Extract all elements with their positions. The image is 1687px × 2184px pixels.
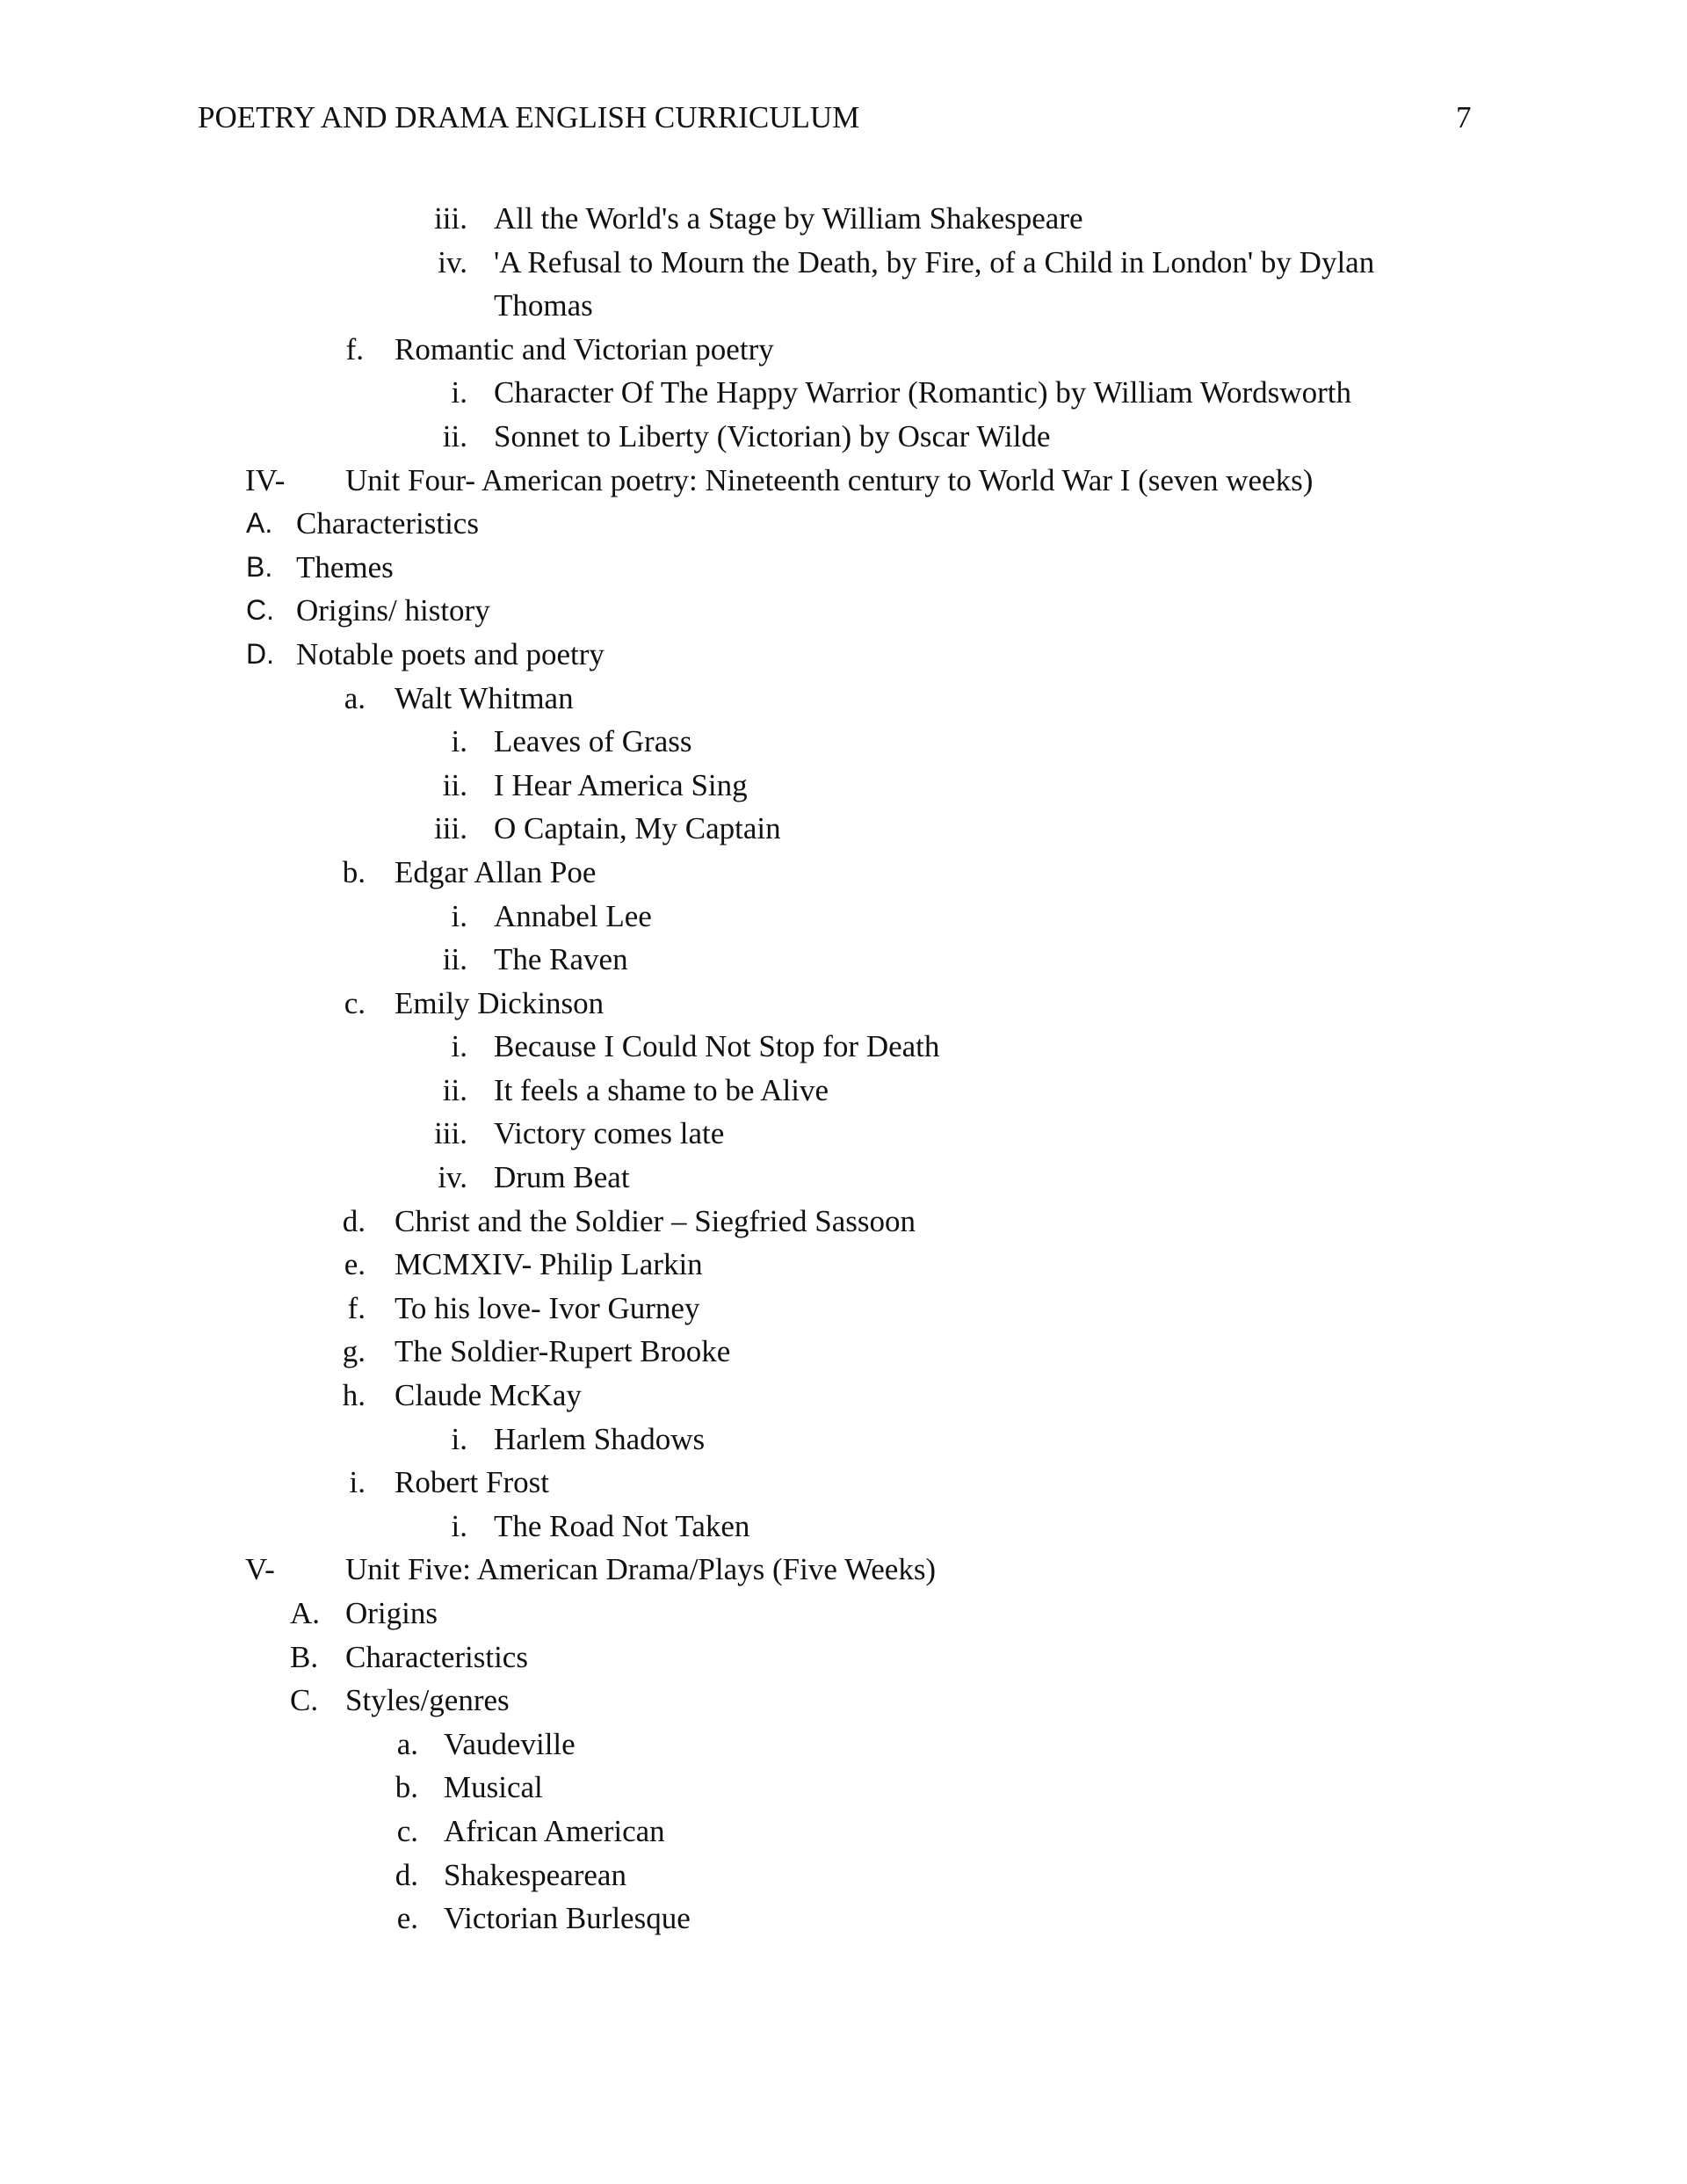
item-text: Thomas [494, 288, 593, 323]
item-marker: c. [344, 985, 366, 1020]
outline-item-level2 [0, 1810, 1687, 1854]
item-text: African American [444, 1813, 665, 1848]
item-text: The Soldier-Rupert Brooke [395, 1334, 731, 1369]
item-text: Shakespearean [444, 1857, 626, 1892]
unit-marker: V- [245, 1552, 275, 1587]
outline-item-level3 [0, 197, 1687, 241]
item-marker: i. [451, 898, 467, 933]
outline-item-level2 [0, 1243, 1687, 1287]
item-text: To his love- Ivor Gurney [395, 1290, 700, 1325]
item-text: Drum Beat [494, 1160, 630, 1195]
item-marker: d. [342, 1203, 366, 1238]
outline-item-level2 [0, 328, 1687, 372]
outline-item-level2 [0, 1897, 1687, 1941]
outline-section [0, 1592, 1687, 1636]
item-text: MCMXIV- Philip Larkin [395, 1247, 703, 1282]
item-text: Character Of The Happy Warrior (Romantic) by William Wordsworth [494, 375, 1351, 410]
item-marker: ii. [442, 942, 467, 977]
item-text: O Captain, My Captain [494, 811, 781, 846]
item-marker: e. [396, 1901, 418, 1936]
item-text: Victorian Burlesque [444, 1901, 691, 1936]
item-marker: i. [451, 1508, 467, 1543]
item-text: Edgar Allan Poe [395, 854, 597, 889]
item-marker: iii. [434, 811, 467, 846]
outline-item-level2 [0, 851, 1687, 895]
item-text: Annabel Lee [494, 898, 652, 933]
item-text: Claude McKay [395, 1378, 582, 1413]
outline-item-level3 [0, 1025, 1687, 1069]
item-text: Musical [444, 1770, 543, 1805]
item-marker: f. [347, 1290, 366, 1325]
outline-item-level2 [0, 1330, 1687, 1374]
item-marker: b. [395, 1770, 418, 1805]
outline-item-level2 [0, 1461, 1687, 1505]
item-marker: a. [344, 680, 366, 715]
section-marker: A. [246, 507, 273, 540]
item-text: Victory comes late [494, 1116, 725, 1151]
unit-title: Unit Five: American Drama/Plays (Five Weeks) [345, 1552, 937, 1587]
item-text: Sonnet to Liberty (Victorian) by Oscar Wilde [494, 418, 1051, 453]
section-text: Themes [296, 549, 394, 584]
outline-item-level3 [0, 1112, 1687, 1156]
section-text: Notable poets and poetry [296, 636, 605, 671]
item-marker: ii. [442, 767, 467, 802]
item-marker: h. [342, 1378, 366, 1413]
section-marker: D. [246, 637, 274, 670]
item-text: 'A Refusal to Mourn the Death, by Fire, of a Child in London' by Dylan [494, 244, 1375, 279]
outline-item-level2 [0, 1287, 1687, 1331]
item-text: Christ and the Soldier – Siegfried Sassoon [395, 1203, 916, 1238]
item-text: The Road Not Taken [494, 1508, 750, 1543]
outline-item-level2 [0, 1766, 1687, 1810]
outline-item-level3 [0, 371, 1687, 415]
outline-item-level2 [0, 1374, 1687, 1418]
item-marker: i. [451, 1029, 467, 1064]
section-marker: B. [246, 550, 273, 583]
item-marker: g. [342, 1334, 366, 1369]
outline-item-level3 [0, 764, 1687, 808]
outline-item-level3 [0, 720, 1687, 764]
running-head-title: POETRY AND DRAMA ENGLISH CURRICULUM [198, 100, 860, 134]
item-marker: i. [451, 375, 467, 410]
item-text: Romantic and Victorian poetry [395, 331, 774, 366]
curriculum-outline [0, 197, 1687, 1941]
outline-section [0, 1636, 1687, 1680]
outline-section [0, 1679, 1687, 1723]
outline-item-level3 [0, 1069, 1687, 1113]
item-marker: d. [395, 1857, 418, 1892]
unit-heading-four [0, 459, 1687, 503]
item-marker: i. [451, 1421, 467, 1456]
item-text: Robert Frost [395, 1465, 549, 1500]
section-text: Origins [345, 1596, 438, 1630]
item-text: It feels a shame to be Alive [494, 1072, 829, 1107]
outline-item-level3 [0, 415, 1687, 459]
outline-item-level2 [0, 1854, 1687, 1897]
item-text: All the World's a Stage by William Shakespeare [494, 201, 1083, 236]
item-text: Walt Whitman [395, 680, 574, 715]
item-marker: b. [342, 854, 366, 889]
item-text: Leaves of Grass [494, 724, 692, 759]
section-text: Characteristics [345, 1639, 528, 1674]
unit-title: Unit Four- American poetry: Nineteenth century to World War I (seven weeks) [345, 462, 1314, 497]
item-marker: c. [396, 1813, 418, 1848]
outline-item-level3 [0, 241, 1687, 285]
item-marker: i. [349, 1465, 366, 1500]
item-marker: i. [451, 724, 467, 759]
item-text: Vaudeville [444, 1726, 576, 1761]
outline-item-level3 [0, 1418, 1687, 1462]
item-marker: f. [345, 331, 364, 366]
item-marker: ii. [442, 1072, 467, 1107]
item-text: The Raven [494, 942, 628, 977]
section-marker: B. [290, 1639, 319, 1674]
outline-section [0, 546, 1687, 590]
section-marker: C. [290, 1683, 319, 1718]
item-text: Harlem Shadows [494, 1421, 706, 1456]
item-marker: iv. [438, 244, 467, 279]
outline-item-level3 [0, 895, 1687, 939]
item-text: Because I Could Not Stop for Death [494, 1029, 940, 1064]
outline-item-continuation [0, 284, 1687, 328]
section-text: Characteristics [296, 506, 479, 541]
outline-item-level3 [0, 1505, 1687, 1549]
outline-section [0, 589, 1687, 633]
item-marker: iii. [434, 201, 467, 236]
item-marker: a. [396, 1726, 418, 1761]
outline-item-level3 [0, 1156, 1687, 1200]
item-marker: iv. [438, 1160, 467, 1195]
item-marker: iii. [434, 1116, 467, 1151]
outline-section [0, 502, 1687, 546]
outline-section [0, 633, 1687, 677]
outline-item-level2 [0, 677, 1687, 721]
page-number: 7 [1456, 100, 1472, 134]
item-marker: e. [344, 1247, 366, 1282]
unit-heading-five [0, 1548, 1687, 1592]
outline-item-level2 [0, 1200, 1687, 1244]
unit-marker: IV- [245, 462, 286, 497]
item-text: Emily Dickinson [395, 985, 605, 1020]
section-text: Origins/ history [296, 593, 490, 628]
page-header [0, 0, 1687, 176]
outline-item-level3 [0, 938, 1687, 982]
section-text: Styles/genres [345, 1683, 510, 1718]
item-text: I Hear America Sing [494, 767, 748, 802]
section-marker: C. [246, 594, 274, 627]
outline-item-level3 [0, 807, 1687, 851]
outline-item-level2 [0, 982, 1687, 1026]
section-marker: A. [290, 1596, 321, 1630]
outline-item-level2 [0, 1723, 1687, 1767]
item-marker: ii. [442, 418, 467, 453]
